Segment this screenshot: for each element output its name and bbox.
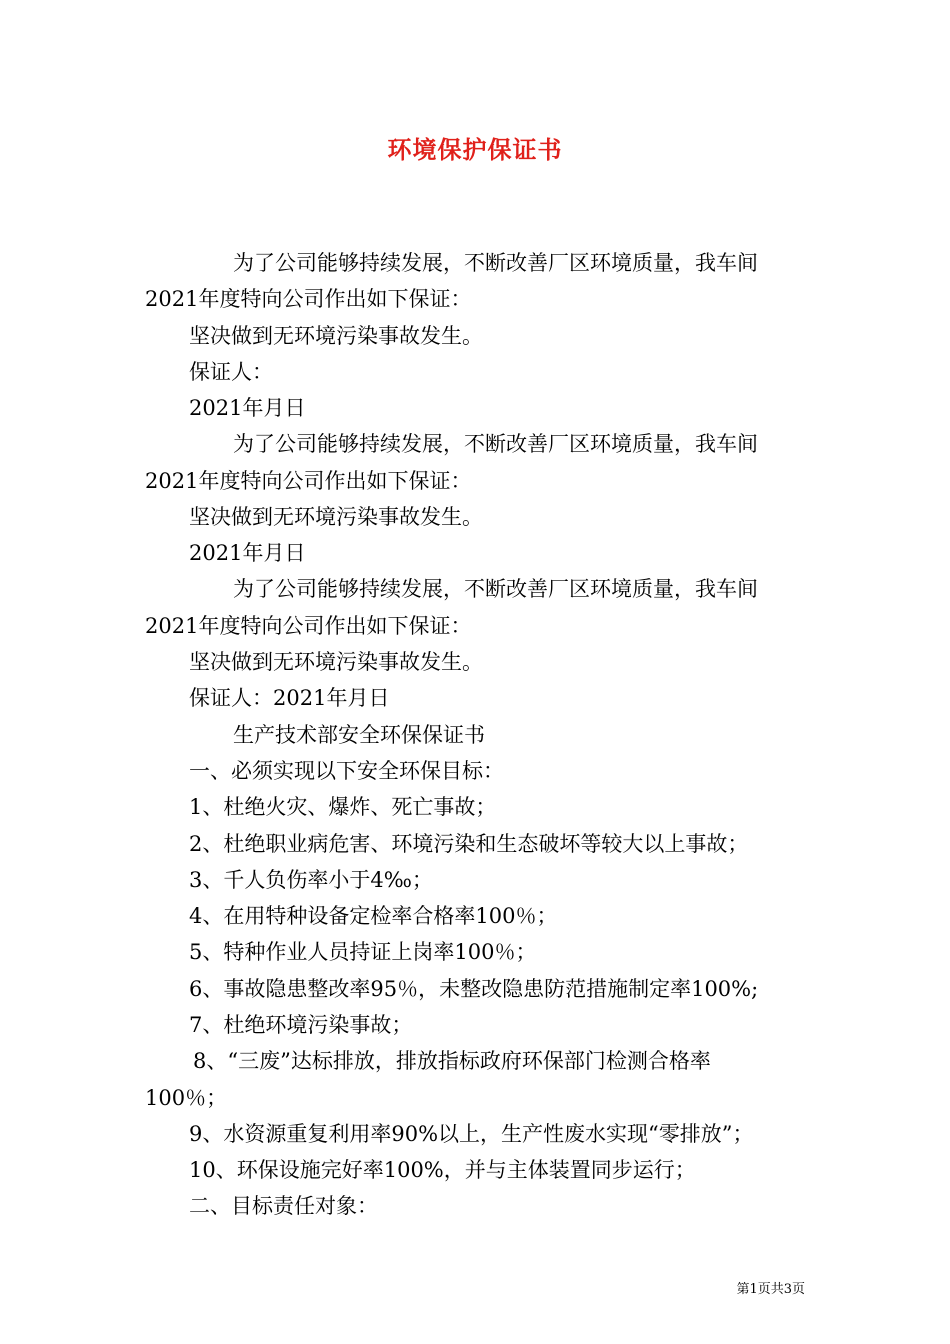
list-item: 9、水资源重复利用率90%以上，生产性废水实现“零排放”； (189, 1122, 754, 1146)
paragraph-line: 2021年度特向公司作出如下保证： (145, 614, 472, 638)
paragraph-line: 坚决做到无环境污染事故发生。 (189, 324, 483, 348)
page-number: 第1页共3页 (736, 1282, 805, 1297)
list-item: 1、杜绝火灾、爆炸、死亡事故； (189, 795, 497, 819)
paragraph-line: 一、必须实现以下安全环保目标： (189, 759, 504, 783)
list-item: 8、“三废”达标排放，排放指标政府环保部门检测合格率 (193, 1049, 711, 1073)
paragraph-line: 为了公司能够持续发展，不断改善厂区环境质量，我车间 (233, 251, 758, 275)
paragraph-line: 2021年度特向公司作出如下保证： (145, 287, 472, 311)
list-item: 10、环保设施完好率100%，并与主体装置同步运行； (189, 1158, 696, 1182)
document-title: 环境保护保证书 (387, 135, 563, 164)
list-item: 2、杜绝职业病危害、环境污染和生态破坏等较大以上事故； (189, 832, 749, 856)
list-item: 3、千人负伤率小于4‰； (189, 868, 433, 892)
list-item: 4、在用特种设备定检率合格率100％； (189, 904, 558, 928)
paragraph-line: 为了公司能够持续发展，不断改善厂区环境质量，我车间 (233, 432, 758, 456)
paragraph-line: 坚决做到无环境污染事故发生。 (189, 505, 483, 529)
paragraph-line: 2021年月日 (189, 541, 306, 565)
paragraph-line: 二、目标责任对象： (189, 1194, 378, 1218)
list-item: 7、杜绝环境污染事故； (189, 1013, 413, 1037)
paragraph-line: 保证人： (189, 360, 273, 384)
paragraph-line: 为了公司能够持续发展，不断改善厂区环境质量，我车间 (233, 577, 758, 601)
list-item: 6、事故隐患整改率95％，未整改隐患防范措施制定率100%; (189, 977, 759, 1001)
paragraph-line: 2021年月日 (189, 396, 306, 420)
paragraph-line: 2021年度特向公司作出如下保证： (145, 469, 472, 493)
paragraph-line: 坚决做到无环境污染事故发生。 (189, 650, 483, 674)
list-item-continuation: 100％； (145, 1086, 228, 1110)
paragraph-line: 保证人：2021年月日 (189, 686, 390, 710)
list-item: 5、特种作业人员持证上岗率100％； (189, 940, 537, 964)
section-heading: 生产技术部安全环保保证书 (233, 723, 485, 747)
